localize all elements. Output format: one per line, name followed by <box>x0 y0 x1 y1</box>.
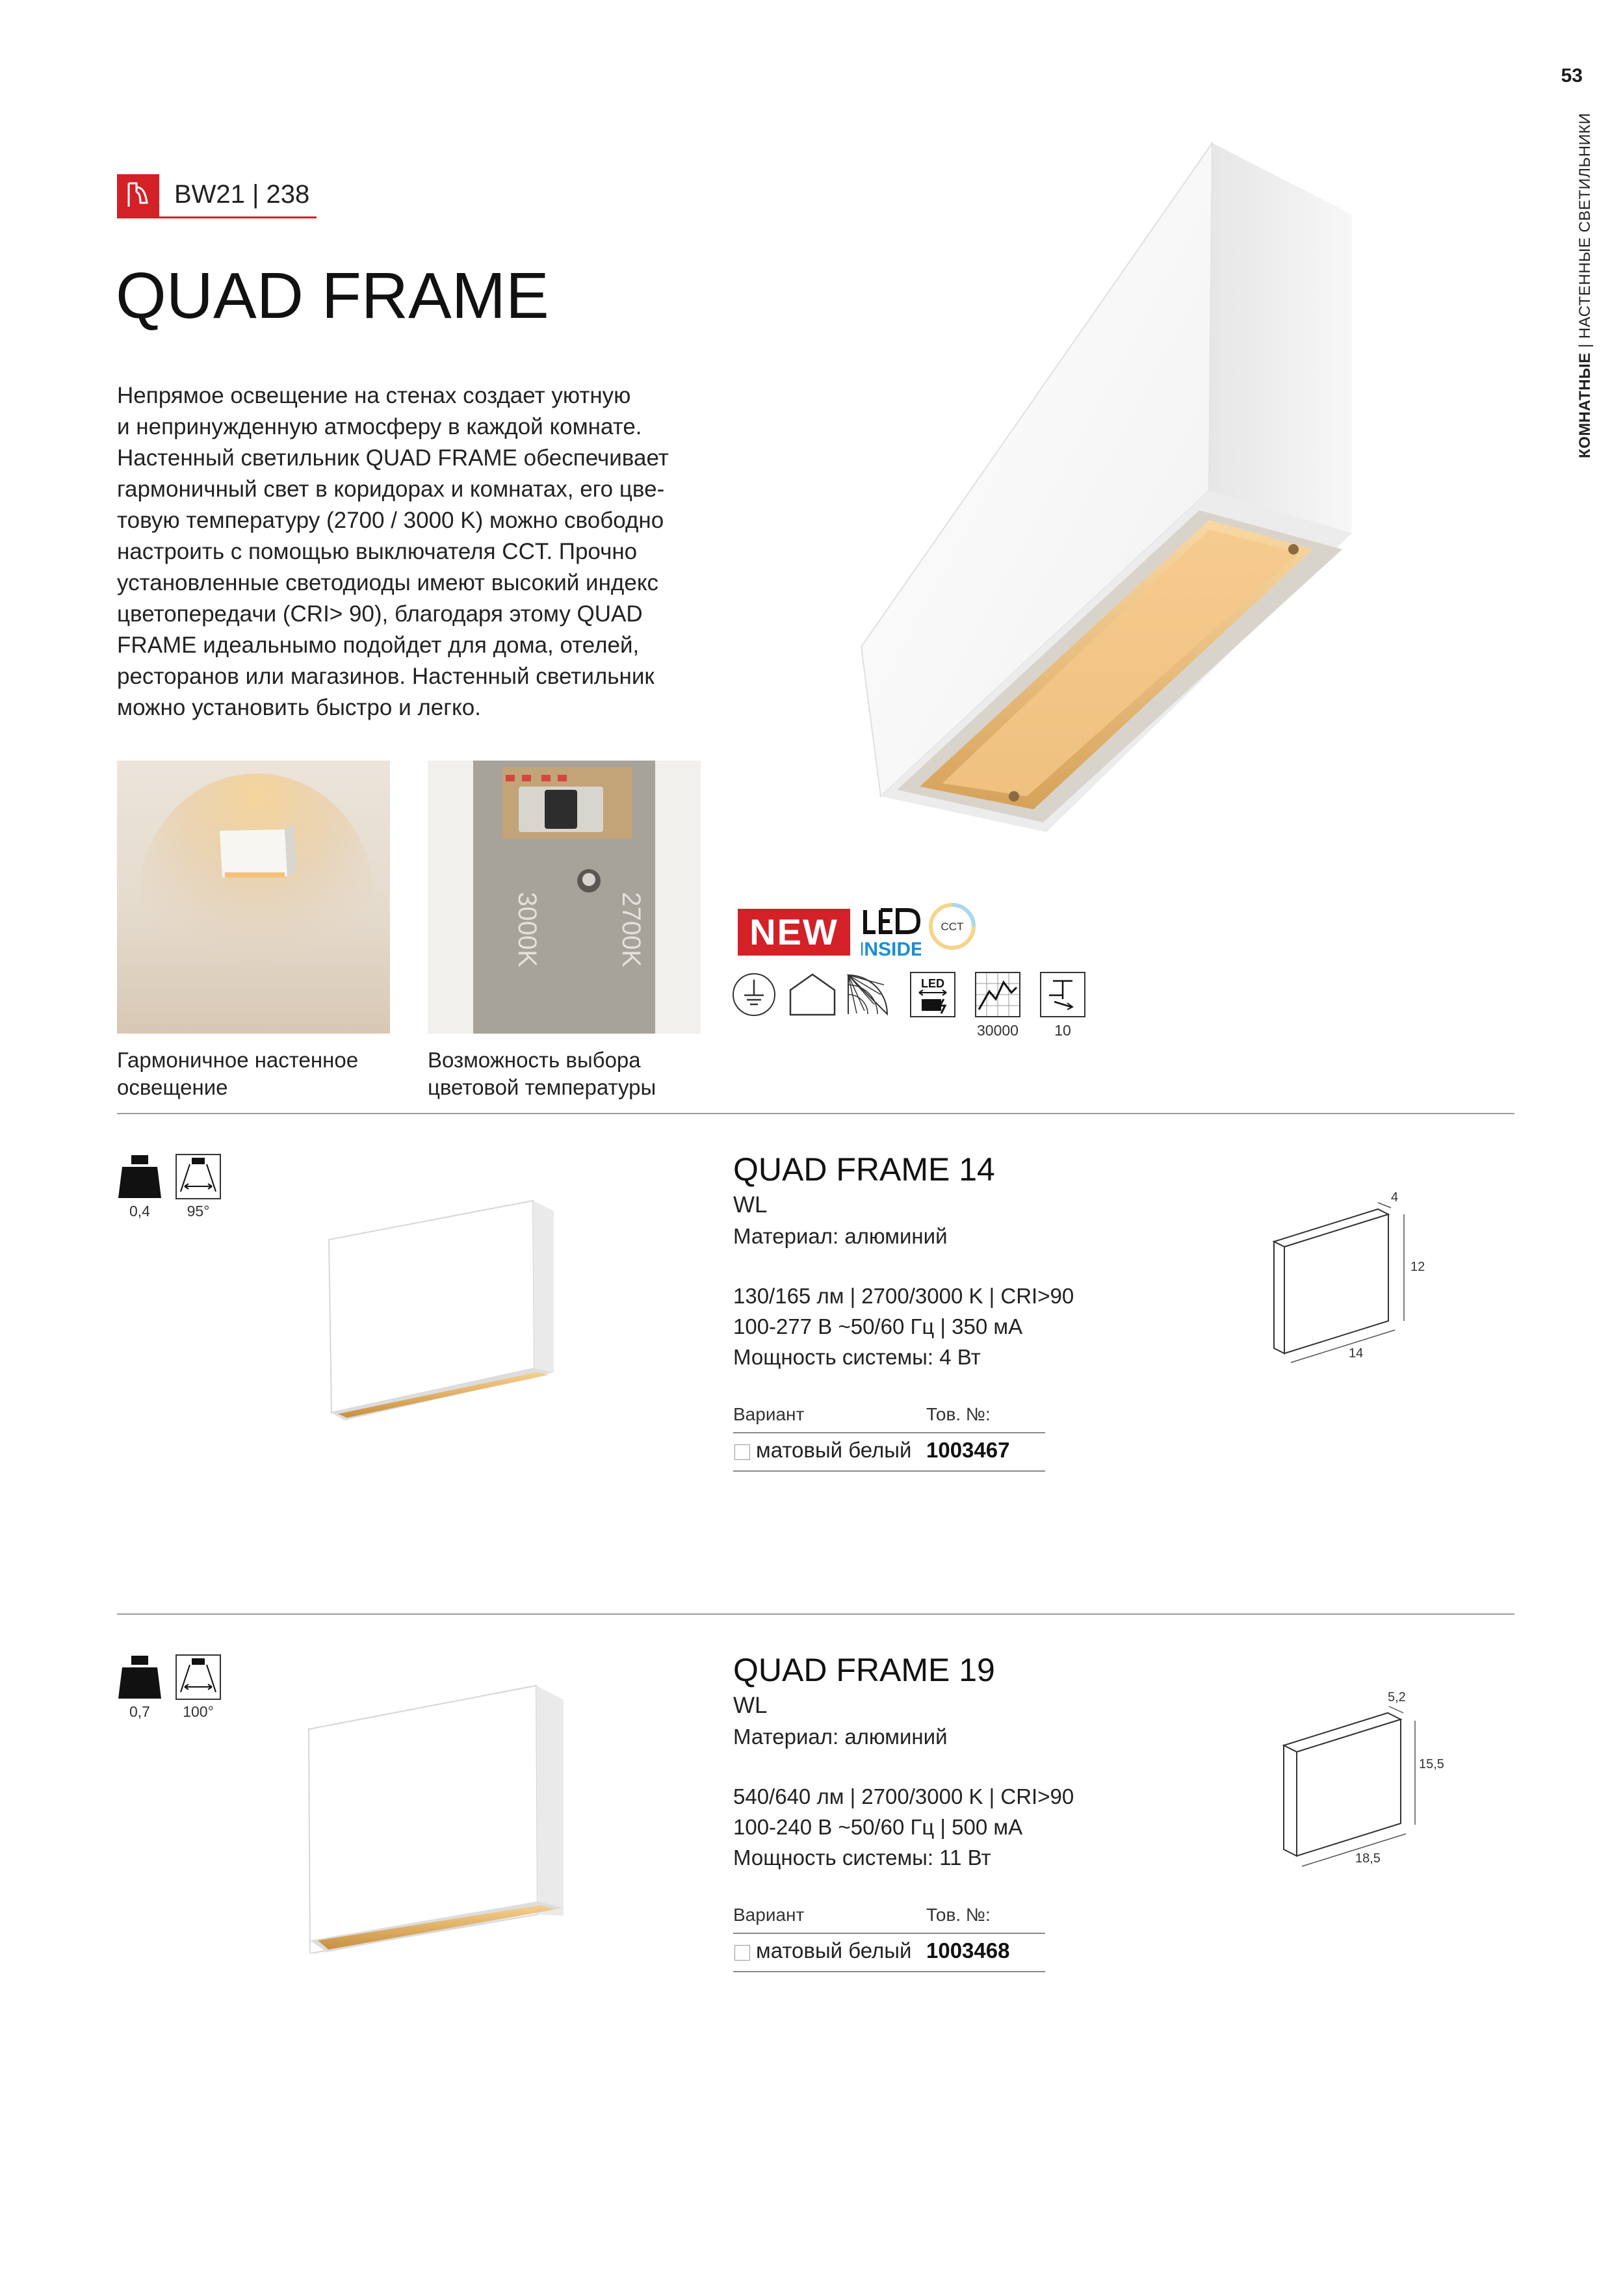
led-inside-icon <box>861 905 921 958</box>
intro-line: можно установить быстро и легко. <box>117 695 481 720</box>
side-tab-rest: | НАСТЕННЫЕ СВЕТИЛЬНИКИ <box>1576 112 1594 348</box>
page-title: QUAD FRAME <box>116 259 549 332</box>
led-driver-icon <box>910 972 955 1017</box>
switch-label-3000k: 3000K <box>513 892 541 967</box>
led-inside-label: INSIDE <box>861 939 921 958</box>
intro-line: установленные светодиоды имеют высокий индекс <box>117 570 659 595</box>
product-spec-power: Мощность системы: 4 Вт <box>733 1345 981 1369</box>
beam-angle-value: 95° <box>187 1203 210 1220</box>
product-material: Материал: алюминий <box>733 1725 948 1749</box>
intro-line: цветопередачи (CRI> 90), благодаря этому QUAD <box>117 601 643 627</box>
indoor-house-icon <box>786 972 838 1017</box>
dim-height: 12 <box>1410 1260 1425 1274</box>
product-spec-voltage: 100-277 В ~50/60 Гц | 350 мА <box>733 1314 1023 1338</box>
product-title: QUAD FRAME 19 <box>733 1652 995 1688</box>
earth-ground-class-icon <box>731 972 777 1017</box>
product-image-quad-frame-14 <box>318 1193 578 1433</box>
product-spec-power: Мощность системы: 11 Вт <box>733 1846 991 1870</box>
weight-value: 0,7 <box>129 1703 150 1720</box>
product-spec-voltage: 100-240 В ~50/60 Гц | 500 мА <box>733 1815 1023 1839</box>
caption-line: Гармоничное настенное <box>117 1048 359 1072</box>
intro-line: и непринужденную атмосферу в каждой комнате. <box>117 414 642 439</box>
lifetime-hours-value: 30000 <box>977 1022 1019 1039</box>
switching-cycles-value: 10 <box>1054 1022 1071 1039</box>
cct-icon <box>926 900 978 952</box>
dim-depth: 5,2 <box>1388 1690 1406 1704</box>
hero-product-image <box>845 140 1378 848</box>
table-rule <box>733 1432 1045 1433</box>
product-mount-type: WL <box>733 1693 768 1718</box>
section-divider <box>117 1613 1514 1615</box>
beam-angle-icon <box>175 1154 221 1199</box>
intro-line: Непрямое освещение на стенах создает уютную <box>117 383 631 408</box>
product-mount-type: WL <box>733 1192 768 1218</box>
cct-label: CCT <box>941 920 964 933</box>
product-title: QUAD FRAME 14 <box>733 1151 995 1188</box>
beam-angle-icon <box>175 1654 221 1700</box>
product-spec-lumen: 540/640 лм | 2700/3000 K | CRI>90 <box>733 1784 1074 1808</box>
switching-cycles-icon <box>1040 972 1085 1017</box>
catalog-code: BW21 | 238 <box>174 180 310 209</box>
photo-caption-1 <box>117 1047 416 1101</box>
weight-icon <box>117 1654 162 1700</box>
table-rule <box>733 1933 1045 1934</box>
intro-line: FRAME идеальнымо подойдет для дома, отелей, <box>117 633 640 658</box>
page-number: 53 <box>1561 65 1583 86</box>
section-divider <box>117 1113 1514 1114</box>
product-material: Материал: алюминий <box>733 1224 948 1248</box>
switch-label-2700k: 2700K <box>617 892 645 967</box>
table-rule <box>733 1470 1045 1472</box>
dimension-drawing-14 <box>1261 1183 1430 1378</box>
intro-line: товую температуру (2700 / 3000 K) можно свободно <box>117 508 664 533</box>
lifetime-chart-icon <box>975 972 1020 1017</box>
product-image-quad-frame-19 <box>296 1674 595 1953</box>
table-rule <box>733 1971 1045 1972</box>
product-sku: 1003468 <box>926 1938 1010 1963</box>
dim-width: 14 <box>1349 1346 1364 1361</box>
intro-line: гармоничный свет в коридорах и комнатах, его цве- <box>117 476 665 502</box>
intro-line: Настенный светильник QUAD FRAME обеспечивает <box>117 445 669 471</box>
intro-line: настроить с помощью выключателя CCT. Прочно <box>117 539 638 564</box>
cct-switch-photo <box>428 761 701 1034</box>
new-badge: NEW <box>738 909 850 956</box>
caption-line: Возможность выбора <box>428 1048 641 1072</box>
weight-value: 0,4 <box>129 1203 150 1220</box>
variant-name: матовый белый <box>756 1938 912 1963</box>
ambient-wall-photo <box>117 761 390 1034</box>
variant-checkbox[interactable] <box>734 1444 750 1460</box>
section-side-tab <box>1576 112 1594 458</box>
table-header-variant: Вариант <box>733 1404 805 1424</box>
product-sku: 1003467 <box>926 1438 1010 1462</box>
dim-height: 15,5 <box>1419 1757 1444 1771</box>
wall-light-category-icon <box>117 174 159 216</box>
dim-depth: 4 <box>1391 1190 1399 1205</box>
dimension-drawing-19 <box>1271 1687 1446 1882</box>
table-header-sku: Тов. №: <box>926 1404 991 1424</box>
photo-caption-2 <box>428 1047 727 1101</box>
variant-checkbox[interactable] <box>734 1945 750 1961</box>
variant-name: матовый белый <box>756 1438 912 1462</box>
table-header-variant: Вариант <box>733 1905 805 1925</box>
caption-line: освещение <box>117 1075 228 1099</box>
table-header-sku: Тов. №: <box>926 1905 991 1925</box>
weight-icon <box>117 1154 162 1199</box>
side-tab-bold: КОМНАТНЫЕ <box>1576 352 1594 458</box>
intro-text <box>117 380 689 724</box>
intro-line: ресторанов или магазинов. Настенный светильник <box>117 664 655 689</box>
product-spec-lumen: 130/165 лм | 2700/3000 K | CRI>90 <box>733 1284 1074 1308</box>
dim-width: 18,5 <box>1355 1851 1381 1866</box>
code-underline <box>117 216 317 218</box>
led-small-label: LED <box>921 977 944 990</box>
light-distribution-icon <box>845 972 890 1017</box>
beam-angle-value: 100° <box>183 1703 214 1720</box>
caption-line: цветовой температуры <box>428 1075 656 1099</box>
